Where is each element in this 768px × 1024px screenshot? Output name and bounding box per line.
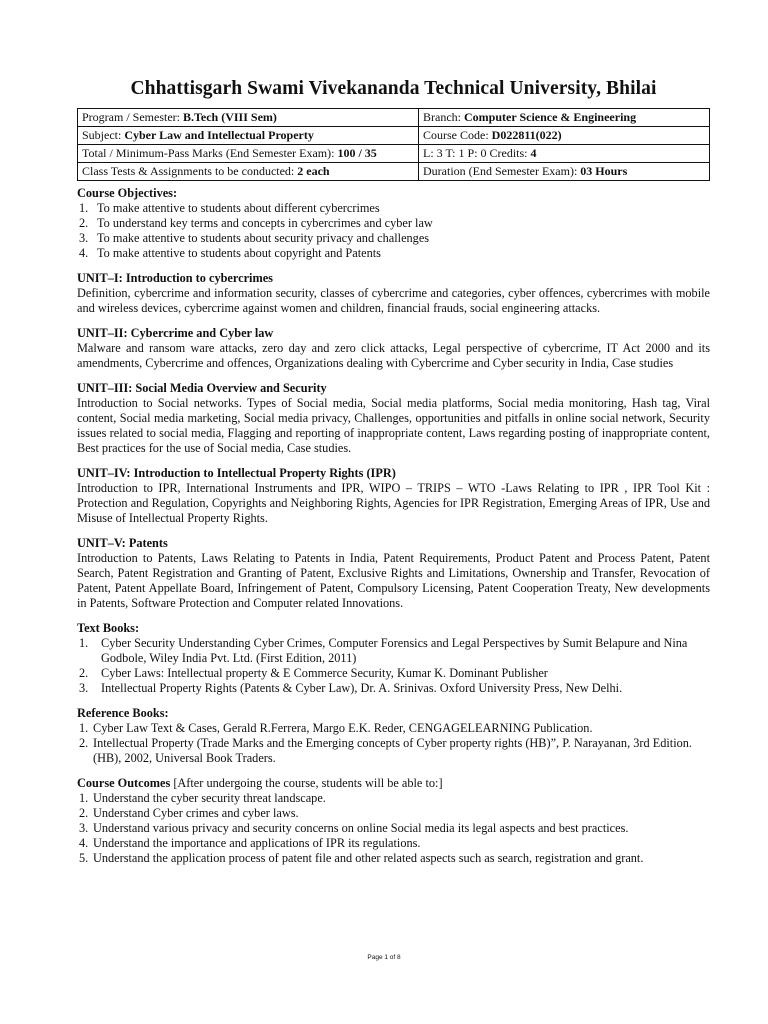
unit-body: Introduction to IPR, International Instruments and IPR, WIPO – TRIPS – WTO -Laws Relating to IPR , IPR Tool Kit : Protection and Regulation, Copyrights and Neighboring Rights, Agencies for IPR Registration, Emerging Areas of IPR, Use and Misuse of Intellectual Property Rights. [77, 481, 710, 525]
list-item-number: 2. [79, 806, 89, 820]
list-item-text: Understand Cyber crimes and cyber laws. [93, 806, 299, 820]
unit-section [77, 271, 710, 316]
text-books-section [77, 621, 710, 696]
info-cell-left [78, 109, 419, 127]
course-outcomes-intro: [After undergoing the course, students will be able to:] [170, 776, 443, 790]
list-item-text: To make attentive to students about copyright and Patents [97, 246, 381, 260]
info-value: 2 each [297, 164, 330, 178]
text-books-heading: Text Books: [77, 621, 140, 635]
info-value: 4 [530, 146, 537, 160]
info-value: Computer Science & Engineering [464, 110, 637, 124]
course-outcomes-heading: Course Outcomes [77, 776, 171, 790]
course-objectives-list [77, 201, 710, 261]
info-value: B.Tech (VIII Sem) [182, 110, 277, 124]
list-item-number: 2. [79, 666, 89, 680]
list-item [79, 836, 710, 851]
reference-books-list [77, 721, 710, 766]
info-label: Duration (End Semester Exam): [423, 164, 581, 178]
info-label: Subject: [82, 128, 125, 142]
unit-section [77, 466, 710, 526]
list-item-number: 2. [79, 216, 89, 230]
list-item-number: 2. [79, 736, 89, 750]
list-item [79, 246, 710, 261]
list-item [79, 721, 710, 736]
info-label: Branch: [423, 110, 464, 124]
list-item-text: To make attentive to students about different cybercrimes [97, 201, 380, 215]
unit-body: Introduction to Social networks. Types of Social media, Social media platforms, Social media monitoring, Hash tag, Viral content, Social media marketing, Social media privacy, Challenges, opportunities and pitfalls in online social network, Security issues related to social media, Flagging and reporting of inappropriate content, Laws regarding posting of inappropriate content, Best practices for the use of Social media, Case studies. [77, 396, 710, 455]
course-info-table [77, 108, 710, 181]
info-cell-left [78, 163, 419, 181]
reference-books-heading: Reference Books: [77, 706, 169, 720]
list-item [79, 636, 710, 666]
university-title: Chhattisgarh Swami Vivekananda Technical University, Bhilai [130, 78, 657, 99]
list-item-text: Cyber Security Understanding Cyber Crimes, Computer Forensics and Legal Perspectives by Sumit Belapure and Nina Godbole, Wiley India Pvt. Ltd. (First Edition, 2011) [101, 636, 688, 665]
list-item [79, 736, 710, 766]
list-item-text: Intellectual Property (Trade Marks and the Emerging concepts of Cyber property rights (HB)”, P. Narayanan, 3rd Edition. (HB), 2002, Universal Book Traders. [93, 736, 692, 765]
list-item [79, 791, 710, 806]
unit-heading: UNIT–I: Introduction to cybercrimes [77, 271, 273, 285]
info-row [78, 163, 710, 181]
info-cell-right [419, 109, 710, 127]
unit-heading: UNIT–V: Patents [77, 536, 168, 550]
info-value: D022811(022) [491, 128, 562, 142]
unit-section [77, 536, 710, 611]
unit-heading: UNIT–IV: Introduction to Intellectual Property Rights (IPR) [77, 466, 396, 480]
list-item-text: Understand the application process of patent file and other related aspects such as search, registration and grant. [93, 851, 644, 865]
list-item [79, 216, 710, 231]
list-item [79, 821, 710, 836]
list-item [79, 666, 710, 681]
list-item-text: Understand the importance and applications of IPR its regulations. [93, 836, 421, 850]
list-item-number: 3. [79, 821, 89, 835]
unit-heading: UNIT–II: Cybercrime and Cyber law [77, 326, 274, 340]
list-item-number: 4. [79, 246, 89, 260]
list-item-number: 3. [79, 681, 89, 695]
list-item [79, 851, 710, 866]
list-item [79, 681, 710, 696]
list-item [79, 231, 710, 246]
info-label: Total / Minimum-Pass Marks (End Semester Exam): [82, 146, 338, 160]
unit-section [77, 381, 710, 456]
text-books-list [77, 636, 710, 696]
list-item-number: 5. [79, 851, 89, 865]
info-row [78, 145, 710, 163]
unit-heading: UNIT–III: Social Media Overview and Security [77, 381, 327, 395]
course-outcomes-section [77, 776, 710, 866]
list-item-text: To understand key terms and concepts in cybercrimes and cyber law [97, 216, 433, 230]
info-cell-left [78, 145, 419, 163]
info-cell-right [419, 163, 710, 181]
list-item-text: Understand the cyber security threat landscape. [93, 791, 326, 805]
unit-section [77, 326, 710, 371]
info-label: Class Tests & Assignments to be conducted: [82, 164, 298, 178]
info-row [78, 109, 710, 127]
list-item-number: 1. [79, 201, 89, 215]
info-cell-right [419, 127, 710, 145]
info-cell-right [419, 145, 710, 163]
reference-books-section [77, 706, 710, 766]
list-item [79, 201, 710, 216]
list-item-number: 1. [79, 636, 89, 650]
info-row [78, 127, 710, 145]
list-item-text: Intellectual Property Rights (Patents & Cyber Law), Dr. A. Srinivas. Oxford University Press, New Delhi. [101, 681, 623, 695]
info-cell-left [78, 127, 419, 145]
list-item [79, 806, 710, 821]
info-value: Cyber Law and Intellectual Property [124, 128, 314, 142]
list-item-text: Cyber Law Text & Cases, Gerald R.Ferrera, Margo E.K. Reder, CENGAGELEARNING Publication. [93, 721, 593, 735]
unit-body: Malware and ransom ware attacks, zero day and zero click attacks, Legal perspective of cybercrime, IT Act 2000 and its amendments, Cybercrime and offences, Organizations dealing with Cybercrime and Cyber security in India, Case studies [77, 341, 710, 370]
info-label: L: 3 T: 1 P: 0 Credits: [423, 146, 531, 160]
course-outcomes-list [77, 791, 710, 866]
course-objectives-heading: Course Objectives: [77, 186, 178, 200]
info-label: Course Code: [423, 128, 492, 142]
unit-body: Definition, cybercrime and information security, classes of cybercrime and categories, cyber offences, cybercrimes with mobile and wireless devices, cybercrime against women and children, financial frauds, social engineering attacks. [77, 286, 710, 315]
course-objectives-section [77, 186, 710, 261]
list-item-text: To make attentive to students about security privacy and challenges [97, 231, 430, 245]
list-item-number: 4. [79, 836, 89, 850]
course-outcomes-header [77, 776, 710, 791]
list-item-text: Understand various privacy and security concerns on online Social media its legal aspects and best practices. [93, 821, 629, 835]
list-item-number: 1. [79, 721, 89, 735]
info-label: Program / Semester: [82, 110, 183, 124]
list-item-text: Cyber Laws: Intellectual property & E Commerce Security, Kumar K. Dominant Publisher [101, 666, 548, 680]
list-item-number: 1. [79, 791, 89, 805]
info-value: 100 / 35 [337, 146, 377, 160]
unit-body: Introduction to Patents, Laws Relating to Patents in India, Patent Requirements, Product Patent and Process Patent, Patent Search, Patent Registration and Granting of Patent, Exclusive Rights and Limitations, Ownership and Transfer, Revocation of Patent, Patent Appellate Board, Infringement of Patent, Compulsory Licensing, Patent Cooperation Treaty, New developments in Patents, Software Protection and Computer related Innovations. [77, 551, 710, 610]
list-item-number: 3. [79, 231, 89, 245]
page-footer: Page 1 of 8 [367, 954, 401, 961]
info-value: 03 Hours [580, 164, 628, 178]
